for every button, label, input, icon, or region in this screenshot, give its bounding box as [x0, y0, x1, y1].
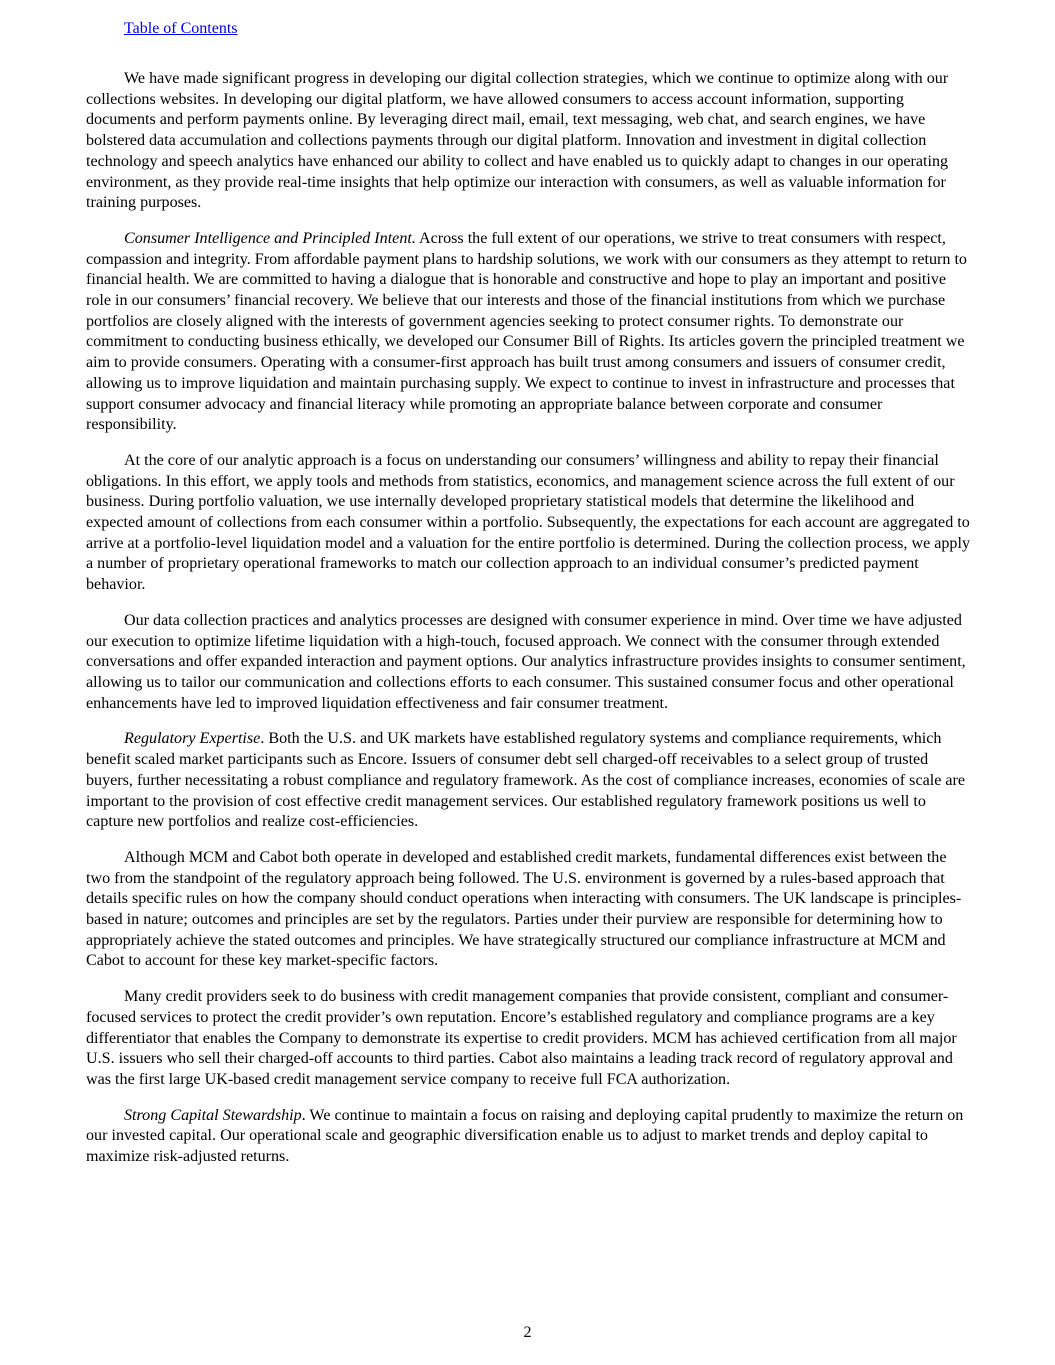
- paragraph-digital-collection: [86, 69, 970, 214]
- paragraph-text: Our data collection practices and analytics processes are designed with consumer experience in mind. Over time we have adjusted our execution to optimize lifetime liquidation with a high-touch, focused approach. We connect with the consumer through extended conversations and offer expanded interaction and payment options. Our analytics infrastructure provides insights to consumer sentiment, allowing us to tailor our communication and collections efforts to each consumer. This sustained consumer focus and other operational enhancements have led to improved liquidation effectiveness and fair consumer treatment.: [86, 611, 966, 712]
- section-heading-capital-stewardship: Strong Capital Stewardship: [124, 1106, 302, 1124]
- page-number: 2: [523, 1324, 532, 1341]
- paragraph-data-collection-practices: [86, 611, 970, 715]
- paragraph-text: . We continue to maintain a focus on raising and deploying capital prudently to maximize the return on our invested capital. Our operational scale and geographic diversification enable us to adjust to market trends and deploy capital to maximize risk-adjusted returns.: [86, 1106, 964, 1166]
- paragraph-capital-stewardship: [86, 1106, 970, 1168]
- document-body: [86, 69, 970, 1183]
- paragraph-text: Although MCM and Cabot both operate in developed and established credit markets, fundamental differences exist between the two from the standpoint of the regulatory approach being followed. The U.S. environment is governed by a rules-based approach that details specific rules on how the company should conduct operations when interacting with consumers. The UK landscape is principles-based in nature; outcomes and principles are set by the regulators. Parties under their purview are responsible for determining how to appropriately achieve the stated outcomes and principles. We have strategically structured our compliance infrastructure at MCM and Cabot to account for these key market-specific factors.: [86, 848, 962, 970]
- paragraph-text: Many credit providers seek to do business with credit management companies that provide consistent, compliant and consumer-focused services to protect the credit provider’s own reputation. Encore’s established regulatory and compliance programs are a key differentiator that enables the Company to demonstrate its expertise to credit providers. MCM has achieved certification from all major U.S. issuers who sell their charged-off accounts to third parties. Cabot also maintains a leading track record of regulatory approval and was the first large UK-based credit management service company to receive full FCA authorization.: [86, 988, 957, 1088]
- table-of-contents-link[interactable]: Table of Contents: [124, 20, 238, 37]
- paragraph-mcm-cabot-regulation: [86, 848, 970, 972]
- paragraph-analytic-approach: [86, 451, 970, 596]
- paragraph-consumer-intelligence: [86, 229, 970, 436]
- section-heading-regulatory-expertise: Regulatory Expertise: [124, 730, 261, 748]
- paragraph-text: . Both the U.S. and UK markets have established regulatory systems and compliance requirements, which benefit scaled market participants such as Encore. Issuers of consumer debt sell charged-off receivables to a select group of trusted buyers, further necessitating a robust compliance and regulatory framework. As the cost of compliance increases, economies of scale are important to the provision of cost effective credit management services. Our established regulatory framework positions us well to capture new portfolios and realize cost-efficiencies.: [86, 730, 966, 831]
- paragraph-regulatory-expertise: [86, 729, 970, 833]
- paragraph-text: At the core of our analytic approach is a focus on understanding our consumers’ willingness and ability to repay their financial obligations. In this effort, we apply tools and methods from statistics, economics, and management science across the full extent of our business. During portfolio valuation, we use internally developed proprietary statistical models that determine the likelihood and expected amount of collections from each consumer within a portfolio. Subsequently, the expectations for each account are aggregated to arrive at a portfolio-level liquidation model and a valuation for the entire portfolio is determined. During the collection process, we apply a number of proprietary operational frameworks to match our collection approach to an individual consumer’s predicted payment behavior.: [86, 451, 970, 594]
- paragraph-text: Across the full extent of our operations, we strive to treat consumers with respect, compassion and integrity. From affordable payment plans to hardship solutions, we work with our consumers as they attempt to return to financial health. We are committed to having a dialogue that is honorable and constructive and hope to play an important and positive role in our consumers’ financial recovery. We believe that our interests and those of the financial institutions from which we purchase portfolios are closely aligned with the interests of government agencies seeking to protect consumer rights. To demonstrate our commitment to conducting business ethically, we developed our Consumer Bill of Rights. Its articles govern the principled treatment we aim to provide consumers. Operating with a consumer-first approach has built trust among consumers and issuers of consumer credit, allowing us to improve liquidation and maintain purchasing supply. We expect to continue to invest in infrastructure and processes that support consumer advocacy and financial literacy while promoting an appropriate balance between corporate and consumer responsibility.: [86, 229, 967, 434]
- paragraph-credit-providers: [86, 987, 970, 1091]
- paragraph-text: We have made significant progress in developing our digital collection strategies, which we continue to optimize along with our collections websites. In developing our digital platform, we have allowed consumers to access account information, supporting documents and perform payments online. By leveraging direct mail, email, text messaging, web chat, and search engines, we have bolstered data accumulation and collections payments through our digital platform. Innovation and investment in digital collection technology and speech analytics have enhanced our ability to collect and have enabled us to quickly adapt to changes in our operating environment, as they provide real-time insights that help optimize our interaction with consumers, as well as valuable information for training purposes.: [86, 70, 949, 212]
- section-heading-consumer-intelligence: Consumer Intelligence and Principled Intent.: [124, 229, 416, 247]
